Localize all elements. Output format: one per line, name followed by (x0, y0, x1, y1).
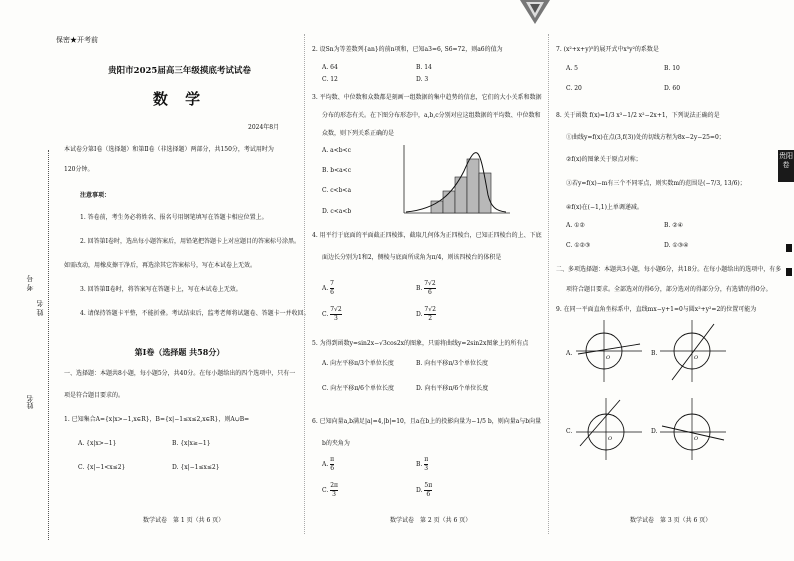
edge-mark-1 (786, 244, 792, 252)
q4-c-numerator: 7√2 (330, 306, 342, 313)
q3-option-d[interactable]: D. c<a<b (322, 208, 352, 215)
q9-option-c-label[interactable]: C. (566, 428, 573, 435)
question-7: 7. (x²+x+y)⁵的展开式中x⁵y²的系数是 (556, 46, 659, 53)
section-2-instr-a: 二、多项选择题：本题共3小题，每小题6分，共18分。在每小题给出的选项中，有多 (556, 266, 782, 273)
q4-a-denominator: 6 (330, 289, 334, 296)
q7-option-a[interactable]: A. 5 (566, 65, 578, 72)
q5-option-a[interactable]: A. 向左平移π/3个单位长度 (322, 360, 394, 367)
question-3c: 众数，则下列关系正确的是 (322, 130, 395, 137)
q1-option-c[interactable]: C. {x|−1<x≤2} (78, 464, 126, 471)
page-3-footer: 数学试卷 第 3 页（共 6 页） (630, 517, 712, 524)
q6-option-d[interactable]: D. $\frac{5\pi}{6}$ (416, 482, 433, 498)
q9-graph-a (574, 318, 644, 384)
intro-line-2: 120分钟。 (64, 166, 94, 173)
graph-c-origin: O (608, 436, 613, 442)
question-1: 1. 已知集合A={x|x>−1,x∈R}，B={x|−1≤x≤2,x∈R}，则A∪B= (64, 416, 250, 423)
page-2-footer: 数学试卷 第 2 页（共 6 页） (390, 517, 472, 524)
q8-statement-1: ①曲线y=f(x)在点(3,f(3))处的切线方程为8x−2y−25=0； (566, 134, 725, 141)
graph-d-origin: O (694, 436, 699, 442)
q4-b-denominator: 6 (428, 289, 432, 296)
q9-graph-d (658, 396, 728, 462)
q6-b-denominator: 3 (424, 465, 429, 472)
section-1-instr-a: 一、选择题：本题共8小题，每小题5分，共40分。在每小题给出的四个选项中，只有一 (64, 370, 296, 377)
notes-title: 注意事项： (80, 192, 111, 199)
confidential-label: 保密★开考前 (56, 36, 98, 44)
q9-option-a-label[interactable]: A. (566, 350, 573, 357)
note-2: 2. 回答第Ⅰ卷时，选出每小题答案后，用铅笔把答题卡上对应题目的答案标号涂黑。 (80, 238, 301, 245)
intro-line-1: 本试卷分第Ⅰ卷（选择题）和第Ⅱ卷（非选择题）两部分，共150分，考试用时为 (64, 146, 274, 153)
q9-option-b-label[interactable]: B. (651, 350, 658, 357)
section-1-instr-b: 项是符合题目要求的。 (64, 392, 125, 399)
q8-statement-4: ④f(x)在(−1,1)上单调递减。 (566, 204, 643, 211)
question-4b: 面边长分别为1和2，侧棱与底面所成角为π/4，则该四棱台的体积是 (322, 254, 502, 261)
q7-option-b[interactable]: B. 10 (664, 65, 680, 72)
q7-option-d[interactable]: D. 60 (664, 85, 681, 92)
note-4: 4. 请保持答题卡平整，不能折叠。考试结束后，监考老师将试题卷、答题卡一并收回。 (80, 310, 310, 317)
q3-option-b[interactable]: B. b<a<c (322, 167, 352, 174)
q4-d-numerator: 7√2 (424, 306, 436, 313)
q8-option-b[interactable]: B. ②④ (664, 222, 683, 229)
page-divider-2 (548, 34, 549, 534)
q4-a-numerator: 7 (330, 280, 334, 287)
q9-option-d-label[interactable]: D. (651, 428, 658, 435)
graph-b-origin: O (694, 355, 699, 361)
section-2-instr-b: 项符合题目要求。全部选对的得6分，部分选对的得部分分，有选错的得0分。 (566, 286, 772, 293)
q4-option-a[interactable]: A. $\frac{7}{6}$ (322, 280, 334, 296)
q7-option-c[interactable]: C. 20 (566, 85, 582, 92)
graph-a-origin: O (606, 355, 611, 361)
question-5: 5. 为得到函数y=sin2x−√3cos2x的图象，只需将曲线y=2sin2x图象上的所有点 (312, 340, 529, 347)
header-logo (518, 0, 552, 26)
note-1: 1. 答卷前，考生务必将姓名、报名号用钢笔填写在答题卡相应位置上。 (80, 214, 268, 221)
edge-mark-2 (786, 268, 792, 276)
subject-title: 数 学 (152, 90, 207, 108)
question-2: 2. 设Sn为等差数列{an}的前n项和，已知a3=6, S6=72，则a6的值为 (312, 46, 503, 53)
q6-a-denominator: 6 (330, 465, 335, 472)
q8-statement-2: ②f(x)的图象关于原点对称； (566, 156, 642, 163)
q1-option-d[interactable]: D. {x|−1≤x≤2} (172, 464, 220, 471)
q9-graph-c (574, 396, 644, 462)
q8-option-d[interactable]: D. ①③④ (664, 242, 689, 249)
page-1-footer: 数学试卷 第 1 页（共 6 页） (143, 517, 225, 524)
exam-number-label: 考 号 (26, 275, 34, 292)
name-small-label: 姓 名 (36, 300, 44, 317)
q1-option-b[interactable]: B. {x|x≥−1} (172, 440, 211, 447)
q2-option-c[interactable]: C. 12 (322, 76, 338, 83)
q2-option-b[interactable]: B. 14 (416, 64, 432, 71)
q2-option-a[interactable]: A. 64 (322, 64, 338, 71)
note-3: 3. 回答第Ⅱ卷时，将答案写在答题卡上，写在本试卷上无效。 (80, 286, 242, 293)
note-2b: 如需改动，用橡皮擦干净后，再选涂其它答案标号，写在本试卷上无效。 (64, 262, 257, 269)
question-8: 8. 关于函数 f(x)=1/3 x³−1/2 x²−2x+1，下列说法正确的是 (556, 112, 720, 119)
question-9: 9. 在同一平面直角坐标系中，直线mx−y+1=0与圆x²+y²=2的位置可能为 (556, 306, 757, 313)
section-1-title: 第Ⅰ卷（选择题 共58分） (134, 347, 225, 357)
question-6b: b的夹角为 (322, 440, 350, 447)
q4-option-d[interactable]: D. $\frac{7√2}{2}$ (416, 306, 436, 322)
q5-option-b[interactable]: B. 向右平移π/3个单位长度 (416, 360, 489, 367)
question-3b: 分布的形态有关。在下图分布形态中，a,b,c分别对应这组数据的平均数、中位数和 (322, 112, 541, 119)
question-4a: 4. 用平行于底面的平面截正四棱锥，截取几何体为正四棱台，已知正四棱台的上、下底 (312, 232, 542, 239)
q6-option-c[interactable]: C. $\frac{2\pi}{3}$ (322, 482, 338, 498)
q6-a-numerator: π (330, 456, 335, 463)
q5-option-c[interactable]: C. 向左平移π/6个单位长度 (322, 385, 394, 392)
q6-d-denominator: 6 (426, 491, 431, 498)
q6-c-denominator: 3 (332, 491, 336, 498)
q6-d-numerator: 5π (424, 482, 433, 489)
q1-option-a[interactable]: A. {x|x>−1} (78, 440, 117, 447)
q4-c-denominator: 3 (334, 315, 338, 322)
page-divider-1 (304, 34, 305, 534)
q4-option-b[interactable]: B. $\frac{7√2}{6}$ (416, 280, 436, 296)
q8-option-a[interactable]: A. ①② (566, 222, 585, 229)
question-3a: 3. 平均数、中位数和众数都是刻画一组数据的集中趋势的信息，它们的大小关系和数据 (312, 94, 542, 101)
q3-option-a[interactable]: A. a<b<c (322, 147, 351, 154)
q6-b-numerator: π (424, 456, 429, 463)
q8-option-c[interactable]: C. ①②③ (566, 242, 591, 249)
q4-b-numerator: 7√2 (424, 280, 436, 287)
q2-option-d[interactable]: D. 3 (416, 76, 429, 83)
q3-option-c[interactable]: C. c<b<a (322, 187, 352, 194)
q8-statement-3: ③若y=f(x)−m有三个不同零点，则实数m的范围是(−7/3, 13/6)； (566, 180, 746, 187)
binding-line (48, 150, 49, 540)
q6-option-b[interactable]: B. $\frac{\pi}{3}$ (416, 456, 429, 472)
side-region-tab: 贵阳卷 (778, 150, 794, 182)
q5-option-d[interactable]: D. 向右平移π/6个单位长度 (416, 385, 489, 392)
exam-date: 2024年8月 (248, 124, 280, 131)
q6-option-a[interactable]: A. $\frac{\pi}{6}$ (322, 456, 335, 472)
q4-option-c[interactable]: C. $\frac{7√2}{3}$ (322, 306, 342, 322)
q4-d-denominator: 2 (428, 315, 433, 322)
q9-graph-b (658, 318, 728, 384)
name-label: 姓名 (26, 395, 34, 409)
q6-c-numerator: 2π (330, 482, 338, 489)
exam-title: 贵阳市2025届高三年级摸底考试试卷 (108, 66, 251, 76)
question-6a: 6. 已知向量a,b满足|a|=4,|b|=10，且a在b上的投影向量为−1/5 b，则向量a与b向量 (312, 418, 542, 425)
distribution-histogram (398, 143, 513, 217)
